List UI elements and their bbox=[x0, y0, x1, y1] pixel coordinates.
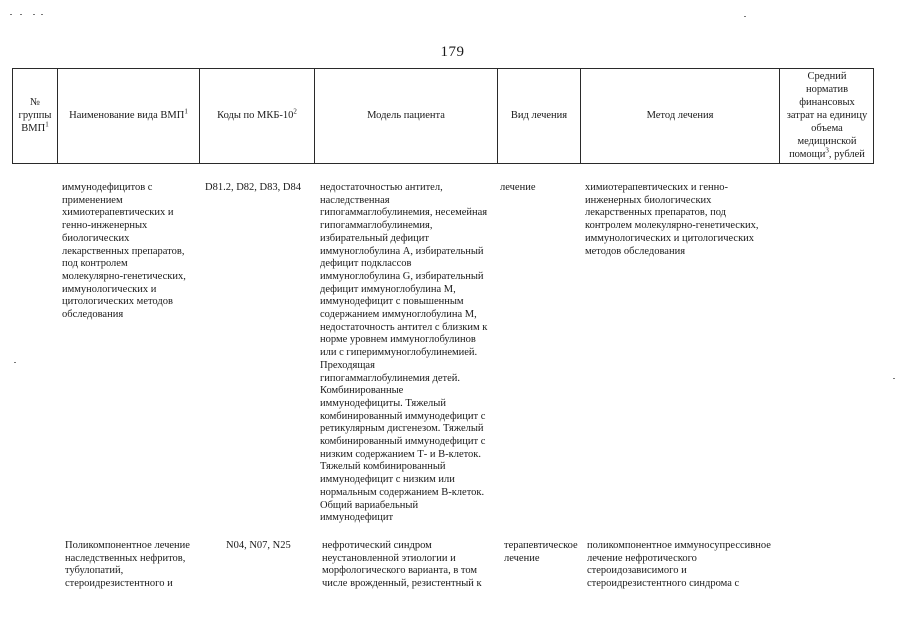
scan-speck bbox=[893, 378, 895, 379]
header-average-cost: Средний норматив финансовых затрат на единицу объема медицинской помощи$^3$, рублей bbox=[786, 71, 868, 160]
scan-speck bbox=[744, 16, 746, 17]
row2-treatment-type: терапевтическое лечение bbox=[504, 540, 578, 564]
table-column-divider bbox=[779, 68, 780, 163]
table-header-bottom-border bbox=[12, 163, 874, 164]
row2-treatment-method: поликомпонентное иммуносупрессивное лечение нефротического стероидозависимого и стероидрезистентного синдрома с bbox=[587, 540, 771, 590]
row2-patient-model: нефротический синдром неустановленной этиологии и морфологического варианта, в том числе врожденный, резистентный к bbox=[322, 540, 482, 590]
row1-treatment-method: химиотерапевтических и генно- инженерных биологических лекарственных препаратов, под контролем молекулярно-генетических, иммунологических и цитологических методов обследования bbox=[585, 182, 759, 257]
scan-speck bbox=[10, 14, 12, 15]
row1-treatment-type: лечение bbox=[500, 182, 536, 193]
scan-speck bbox=[20, 14, 22, 15]
row2-vmp-name: Поликомпонентное лечение наследственных нефритов, тубулопатий, стероидрезистентного и bbox=[65, 540, 190, 590]
row1-vmp-name: иммунодефицитов с применением химиотерапевтических и генно-инженерных биологических лекарственных препаратов, под контролем молекулярно-генетических, иммунологических и цитологических методов обследования bbox=[62, 182, 186, 321]
header-patient-model: Модель пациента bbox=[367, 110, 445, 121]
header-treatment-method: Метод лечения bbox=[646, 110, 714, 121]
row1-patient-model: недостаточностью антител, наследственная гипогаммаглобулинемия, несемейная гипогаммаглобулинемия, избирательный дефицит иммуноглобулина А, избирательный дефицит подклассов иммуноглобулина G, избирательный дефицит иммуноглобулина М, иммунодефицит с повышенным содержанием иммуноглобулина М, недостаточность антител с близким к норме уровнем иммуноглобулинов или с гипериммуноглобулинемией. Преходящая гипогаммаглобулинемия детей. Комбинированные иммунодефициты. Тяжелый комбинированный иммунодефицит с ретикулярным дисгенезом. Тяжелый комбинированный иммунодефицит с низким содержанием Т- и В-клеток. Тяжелый комбинированный иммунодефицит с низким или нормальным содержанием В-клеток. Общий вариабельный иммунодефицит bbox=[320, 182, 488, 524]
table-column-divider bbox=[873, 68, 874, 163]
header-group-number: № группы ВМП$^1$ bbox=[18, 97, 52, 134]
scan-speck bbox=[41, 14, 43, 15]
row1-icd-codes: D81.2, D82, D83, D84 bbox=[205, 182, 301, 193]
row2-icd-codes: N04, N07, N25 bbox=[226, 540, 291, 551]
scan-speck bbox=[33, 14, 35, 15]
header-vmp-name: Наименование вида ВМП$^1$ bbox=[69, 107, 188, 121]
page-number: 179 bbox=[440, 44, 465, 60]
header-treatment-type: Вид лечения bbox=[510, 110, 568, 121]
header-icd-codes: Коды по МКБ-$10^2$ bbox=[217, 107, 297, 121]
scan-speck bbox=[14, 362, 16, 363]
